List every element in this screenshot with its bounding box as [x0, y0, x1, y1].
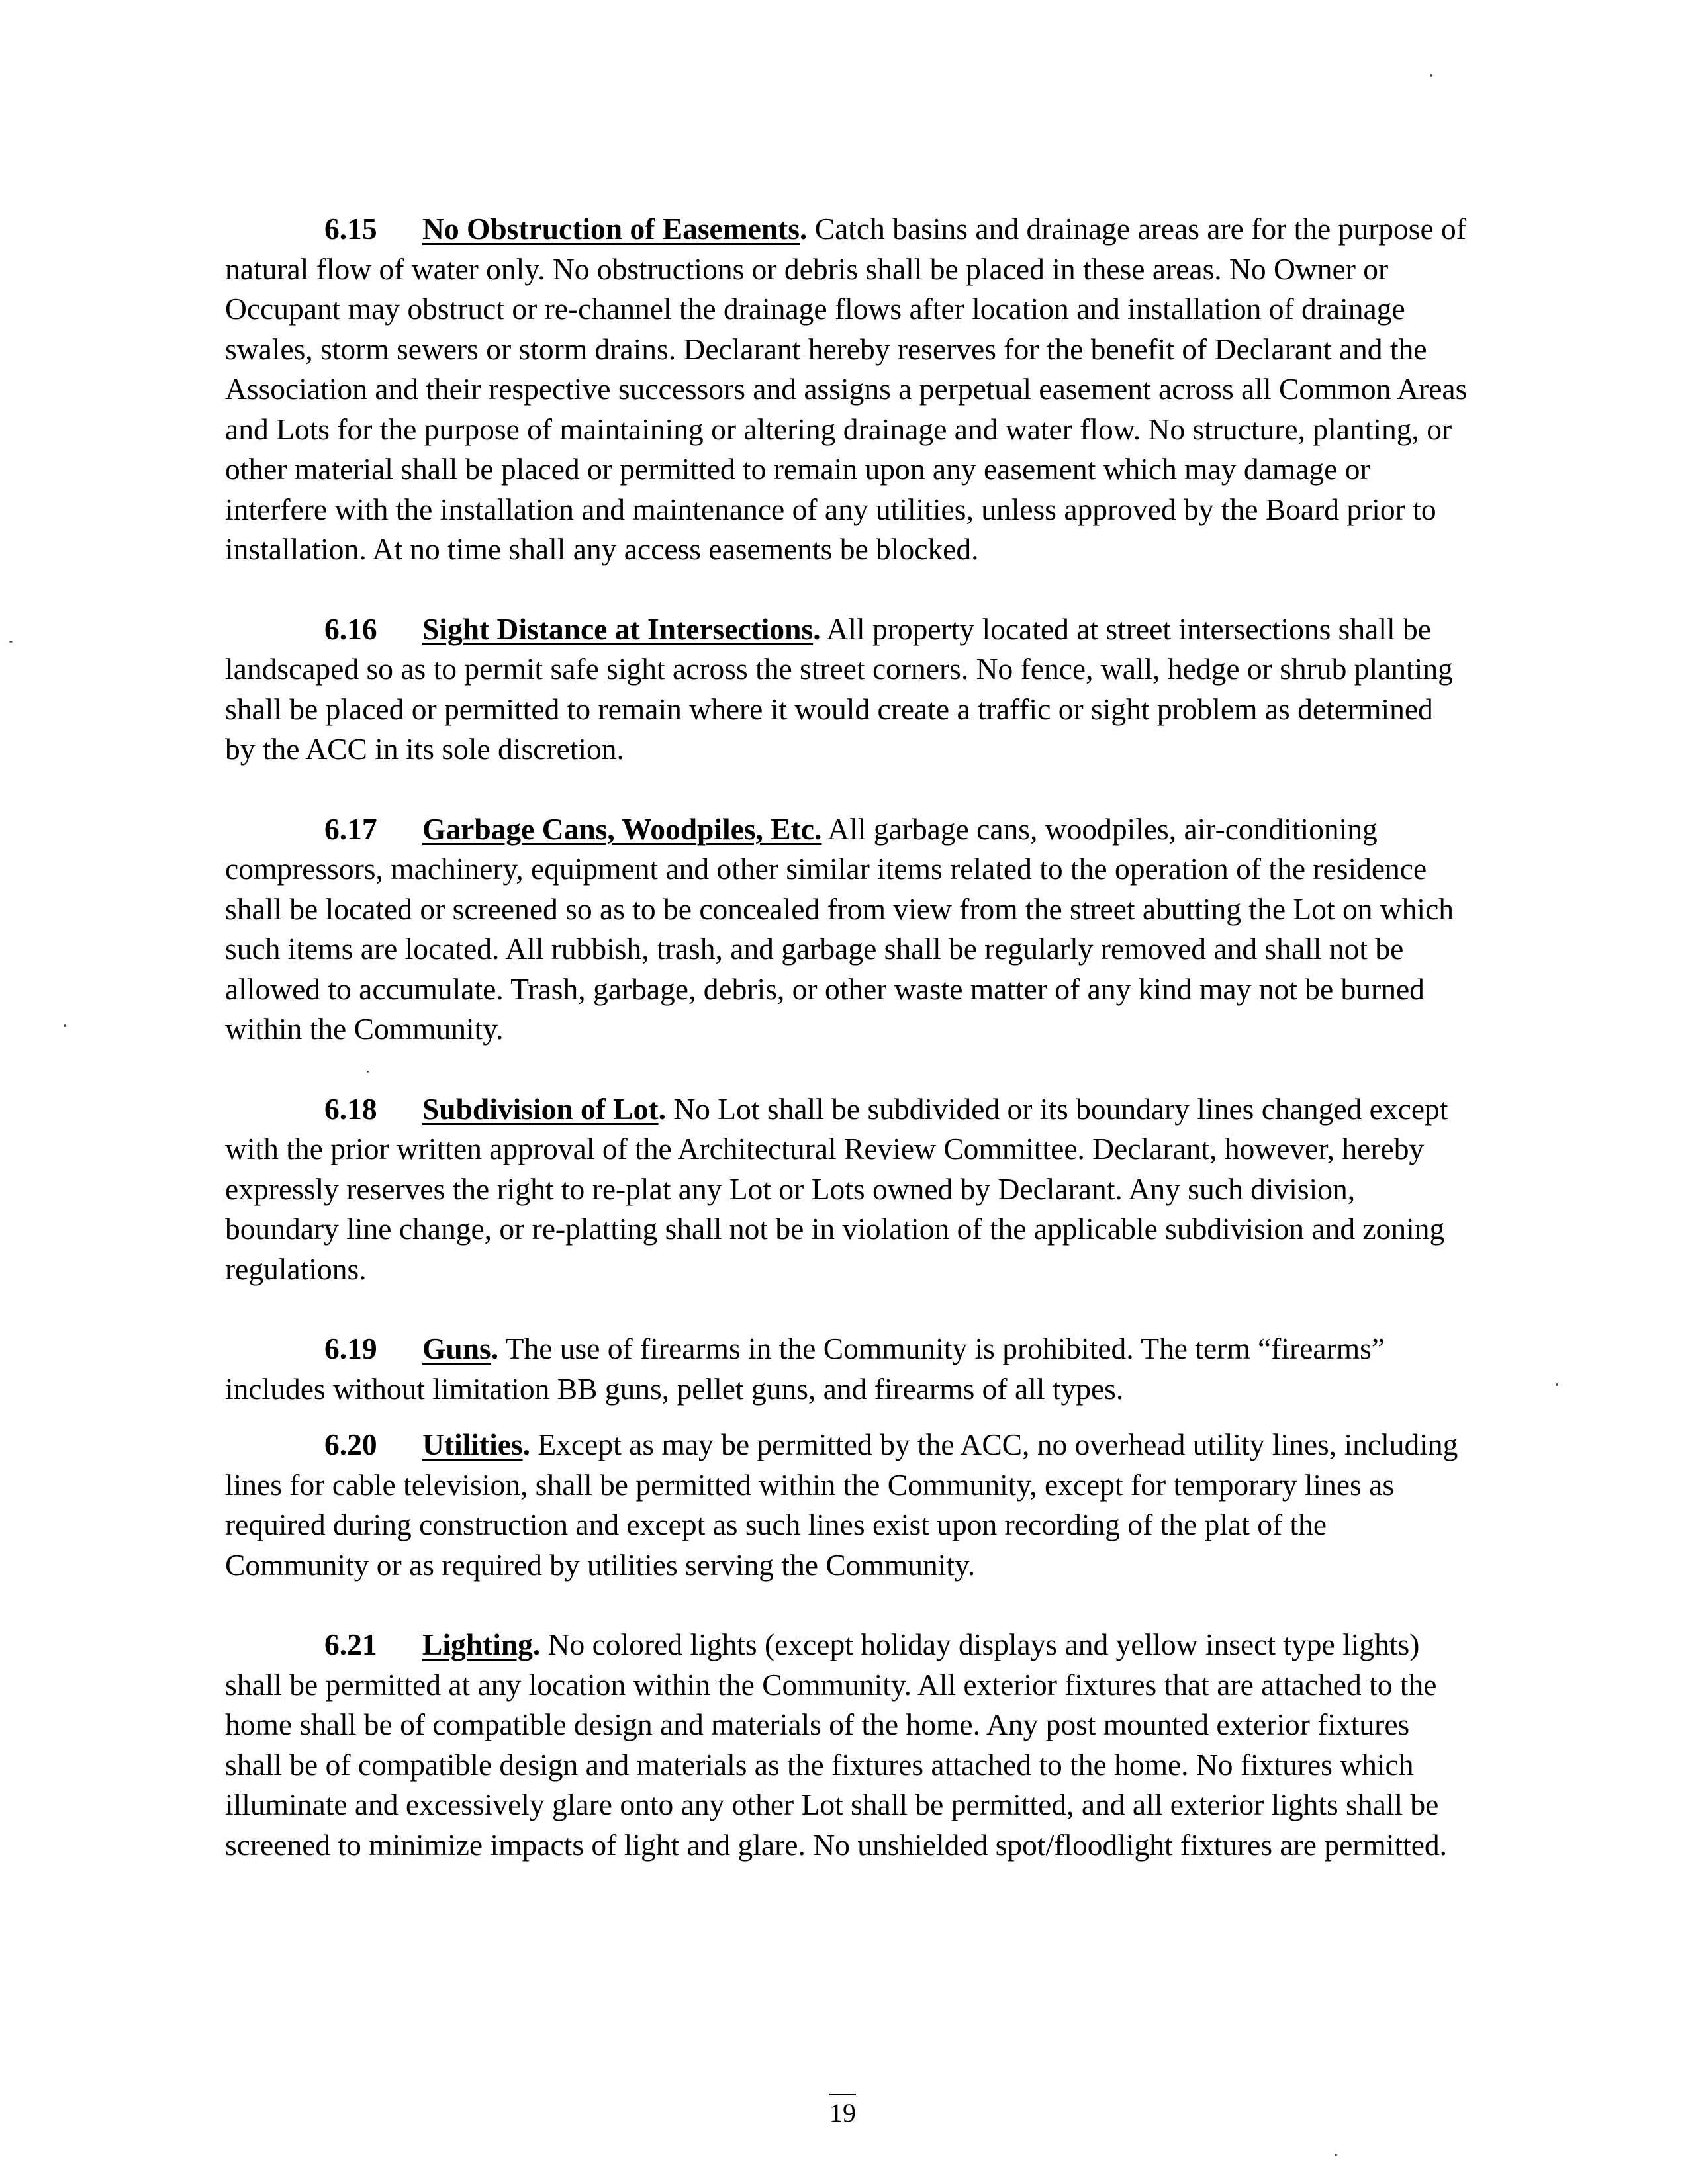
document-page: [225, 209, 1470, 1865]
scan-speck: [367, 1071, 369, 1073]
section-6-17: [225, 809, 1470, 1050]
section-heading: Lighting: [422, 1627, 533, 1661]
section-number: 6.19: [324, 1332, 377, 1365]
section-number: 6.17: [324, 811, 377, 846]
section-body: No colored lights (except holiday displays and yellow insect type lights) shall be permitted at any location within the Community. All exterior fixtures that are attached to the home shall be of compatible design and materials of the home. Any post mounted exterior fixtures shall be of compatible design and materials as the fixtures attached to the home. No fixtures which illuminate and excessively glare onto any other Lot shall be permitted, and all exterior lights shall be screened to minimize impacts of light and glare. No unshielded spot/floodlight fixtures are permitted.: [225, 1627, 1448, 1862]
section-number: 6.16: [324, 612, 377, 646]
section-6-16: 6.16 Sight Distance at Intersections. All property located at street intersections shall be landscaped so as to permit safe sight across the street corners. No fence, wall, hedge or shrub planting shall be placed or permitted to remain where it would create a traffic or sight problem as determined by the ACC in its sole discretion.: [225, 610, 1470, 770]
section-number: 6.20: [324, 1428, 377, 1461]
section-6-18: 6.18 Subdivision of Lot. No Lot shall be subdivided or its boundary lines changed except with the prior written approval of the Architectural Review Committee. Declarant, however, hereby expressly reserves the right to re-plat any Lot or Lots owned by Declarant. Any such division, boundary line change, or re-platting shall not be in violation of the applicable subdivision and zoning regulations.: [225, 1089, 1470, 1290]
section-6-20: 6.20 Utilities. Except as may be permitted by the ACC, no overhead utility lines, including lines for cable television, shall be permitted within the Community, except for temporary lines as required during construction and except as such lines exist upon recording of the plat of the Community or as required by utilities serving the Community.: [225, 1425, 1470, 1585]
section-body: The use of firearms in the Community is prohibited. The term “firearms” includes without limitation BB guns, pellet guns, and firearms of all types.: [225, 1332, 1385, 1406]
section-number: 6.18: [324, 1091, 377, 1126]
section-body: No Lot shall be subdivided or its boundary lines changed except with the prior written approval of the Architectural Review Committee. Declarant, however, hereby expressly reserves the right to re-plat any Lot or Lots owned by Declarant. Any such division, boundary line change, or re-platting shall not be in violation of the applicable subdivision and zoning regulations.: [225, 1091, 1448, 1286]
section-heading: No Obstruction of Easements: [422, 212, 800, 246]
section-6-15: 6.15 No Obstruction of Easements. Catch basins and drainage areas are for the purpose of natural flow of water only. No obstructions or debris shall be placed in these areas. No Owner or Occupant may obstruct or re-channel the drainage flows after location and installation of drainage swales, storm sewers or storm drains. Declarant hereby reserves for the benefit of Declarant and the Association and their respective successors and assigns a perpetual easement across all Common Areas and Lots for the purpose of maintaining or altering drainage and water flow. No structure, planting, or other material shall be placed or permitted to remain upon any easement which may damage or interfere with the installation and maintenance of any utilities, unless approved by the Board prior to installation. At no time shall any access easements be blocked.: [225, 209, 1470, 570]
scan-speck: [1556, 1383, 1558, 1386]
section-heading: Garbage Cans, Woodpiles, Etc.: [422, 811, 822, 846]
scan-speck: [64, 1024, 66, 1027]
section-6-21: 6.21 Lighting. No colored lights (except holiday displays and yellow insect type lights) shall be permitted at any location within the Community. All exterior fixtures that are attached to the home shall be of compatible design and materials of the home. Any post mounted exterior fixtures shall be of compatible design and materials as the fixtures attached to the home. No fixtures which illuminate and excessively glare onto any other Lot shall be permitted, and all exterior lights shall be screened to minimize impacts of light and glare. No unshielded spot/floodlight fixtures are permitted.: [225, 1625, 1470, 1865]
section-heading: Guns: [422, 1332, 491, 1365]
scan-speck: [9, 641, 13, 643]
section-heading: Sight Distance at Intersections: [422, 612, 814, 646]
section-number: 6.21: [324, 1627, 377, 1661]
page-number: 19: [829, 2094, 856, 2128]
section-number: 6.15: [324, 212, 377, 246]
scan-speck: [1430, 74, 1432, 77]
section-heading: Utilities: [422, 1428, 523, 1461]
scan-speck: [1335, 2154, 1337, 2156]
section-body: All property located at street intersections shall be landscaped so as to permit safe sight across the street corners. No fence, wall, hedge or shrub planting shall be placed or permitted to remain where it would create a traffic or sight problem as determined by the ACC in its sole discretion.: [225, 612, 1453, 766]
section-heading: Subdivision of Lot: [422, 1091, 659, 1126]
section-body: All garbage cans, woodpiles, air-conditioning compressors, machinery, equipment and other similar items related to the operation of the residence shall be located or screened so as to be concealed from view from the street abutting the Lot on which such items are located. All rubbish, trash, and garbage shall be regularly removed and shall not be allowed to accumulate. Trash, garbage, debris, or other waste matter of any kind may not be burned within the Community.: [225, 811, 1454, 1046]
section-body: Catch basins and drainage areas are for the purpose of natural flow of water only. No obstructions or debris shall be placed in these areas. No Owner or Occupant may obstruct or re-channel the drainage flows after location and installation of drainage swales, storm sewers or storm drains. Declarant hereby reserves for the benefit of Declarant and the Association and their respective successors and assigns a perpetual easement across all Common Areas and Lots for the purpose of maintaining or altering drainage and water flow. No structure, planting, or other material shall be placed or permitted to remain upon any easement which may damage or interfere with the installation and maintenance of any utilities, unless approved by the Board prior to installation. At no time shall any access easements be blocked.: [225, 212, 1468, 566]
section-body: Except as may be permitted by the ACC, no overhead utility lines, including lines for cable television, shall be permitted within the Community, except for temporary lines as required during construction and except as such lines exist upon recording of the plat of the Community or as required by utilities serving the Community.: [225, 1428, 1458, 1582]
section-6-19: 6.19 Guns. The use of firearms in the Community is prohibited. The term “firearms” includes without limitation BB guns, pellet guns, and firearms of all types.: [225, 1329, 1470, 1409]
